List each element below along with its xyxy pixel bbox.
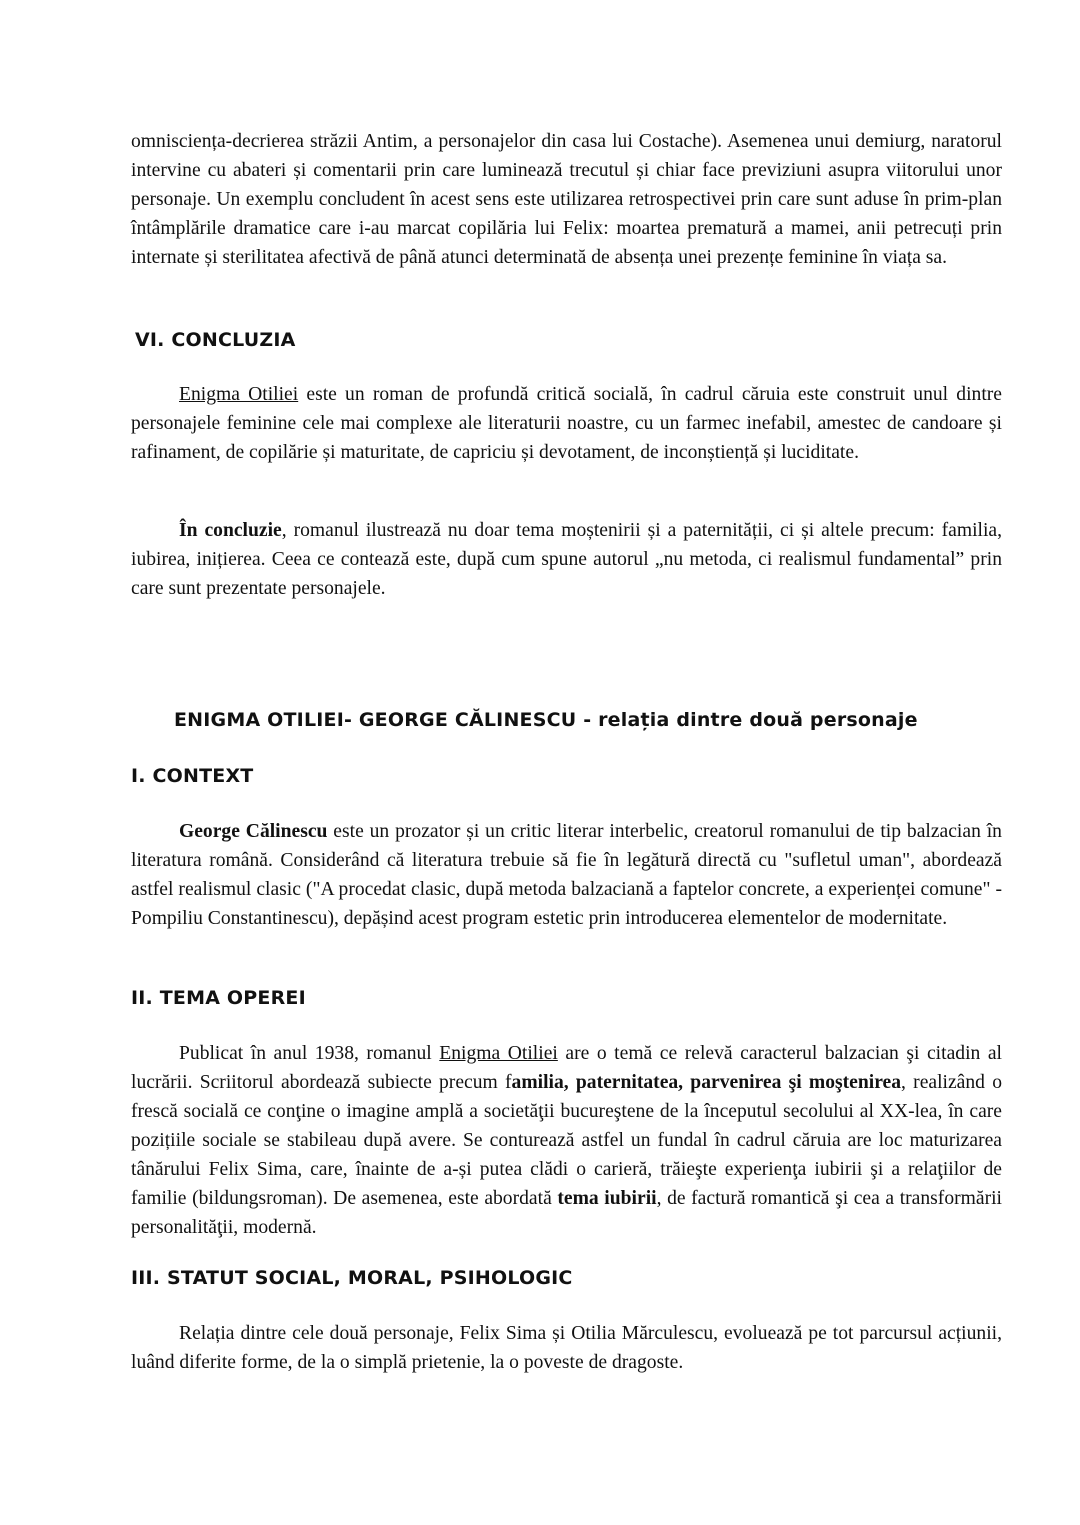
conclusion-paragraph-1 [131, 380, 1002, 467]
paragraph-text: este un roman de profundă critică socială, în cadrul căruia este construit unul dintre personajele feminine cele mai complexe ale literaturii noastre, cu un farmec inefabil, amestec de candoare și rafinament, de copilărie și maturitate, de capriciu și devotament, de inconștiență și luciditate. [131, 384, 1002, 463]
conclusion-paragraph-2 [131, 516, 1002, 603]
section-heading-conclusion: VI. CONCLUZIA [135, 329, 296, 351]
intro-paragraph: omnisciența-decrierea străzii Antim, a personajelor din casa lui Costache). Asemenea unui demiurg, naratorul intervine cu abateri și comentarii prin care luminează trecutul și chiar face previziuni asupra viitorului unor personaje. Un exemplu concludent în acest sens este utilizarea retrospectivei prin care sunt aduse în prim-plan întâmplările dramatice care i-au marcat copilăria lui Felix: moartea prematură a mamei, anii petrecuți prin internate și sterilitatea afectivă de până atunci determinată de absența unei prezențe feminine în viața sa. [131, 131, 1002, 268]
paragraph-text: , romanul ilustrează nu doar tema moștenirii și a paternității, ci și altele precum: familia, iubirea, inițierea. Ceea ce contează este, după cum spune autorul „nu metoda, ci realismul fundamental” prin care sunt prezentate personajele. [131, 520, 1003, 599]
paragraph-text: Publicat în anul 1938, romanul [179, 1043, 440, 1064]
paragraph-text: are o temă ce relevă caracterul balzacian şi citadin al lucrării. Scriitorul abordează subiecte precum f [131, 1043, 1002, 1093]
section-heading-theme: II. TEMA OPEREI [131, 987, 306, 1009]
status-paragraph: Relația dintre cele două personaje, Felix Sima și Otilia Mărculescu, evoluează pe tot parcursul acțiunii, luând diferite forme, de la o simplă prietenie, la o poveste de dragoste. [131, 1323, 1002, 1373]
theme-paragraph [131, 1039, 1002, 1242]
author-name: George Călinescu [179, 821, 328, 842]
bold-themes: amilia, paternitatea, parvenirea şi moştenirea [511, 1072, 902, 1093]
paragraph-text: este un prozator și un critic literar interbelic, creatorul romanului de tip balzacian în literatura română. Considerând că literatura trebuie să fie în legătură directă cu "sufletul uman", abordează astfel realismul clasic ("A procedat clasic, după metoda balzaciană a faptelor concrete, a experienței comune" - Pompiliu Constantinescu), depășind acest program estetic prin introducerea elementelor de modernitate. [131, 821, 1002, 929]
context-paragraph [131, 817, 1002, 933]
bold-love-theme: tema iubirii [557, 1188, 657, 1209]
essay-title: ENIGMA OTILIEI- GEORGE CĂLINESCU - relația dintre două personaje [174, 709, 918, 731]
bold-lead: În concluzie [179, 520, 282, 541]
work-title: Enigma Otiliei [179, 384, 299, 405]
paragraph-text: , realizând o frescă socială ce conţine o imagine amplă a societăţii bucureştene de la începutul secolului al XX-lea, în care pozițiile sociale se stabileau după avere. Se conturează astfel un fundal în cadrul căruia are loc maturizarea tânărului Felix Sima, care, înainte de a-și putea clădi o carieră, trăieşte experienţa iubirii şi a relaţiilor de familie (bildungsroman). De asemenea, este abordată [131, 1072, 1002, 1209]
section-heading-status: III. STATUT SOCIAL, MORAL, PSIHOLOGIC [131, 1267, 573, 1289]
work-title: Enigma Otiliei [439, 1043, 558, 1064]
paragraph-text: , de factură romantică şi cea a transformării personalităţii, modernă. [131, 1188, 1002, 1238]
section-heading-context: I. CONTEXT [131, 765, 254, 787]
